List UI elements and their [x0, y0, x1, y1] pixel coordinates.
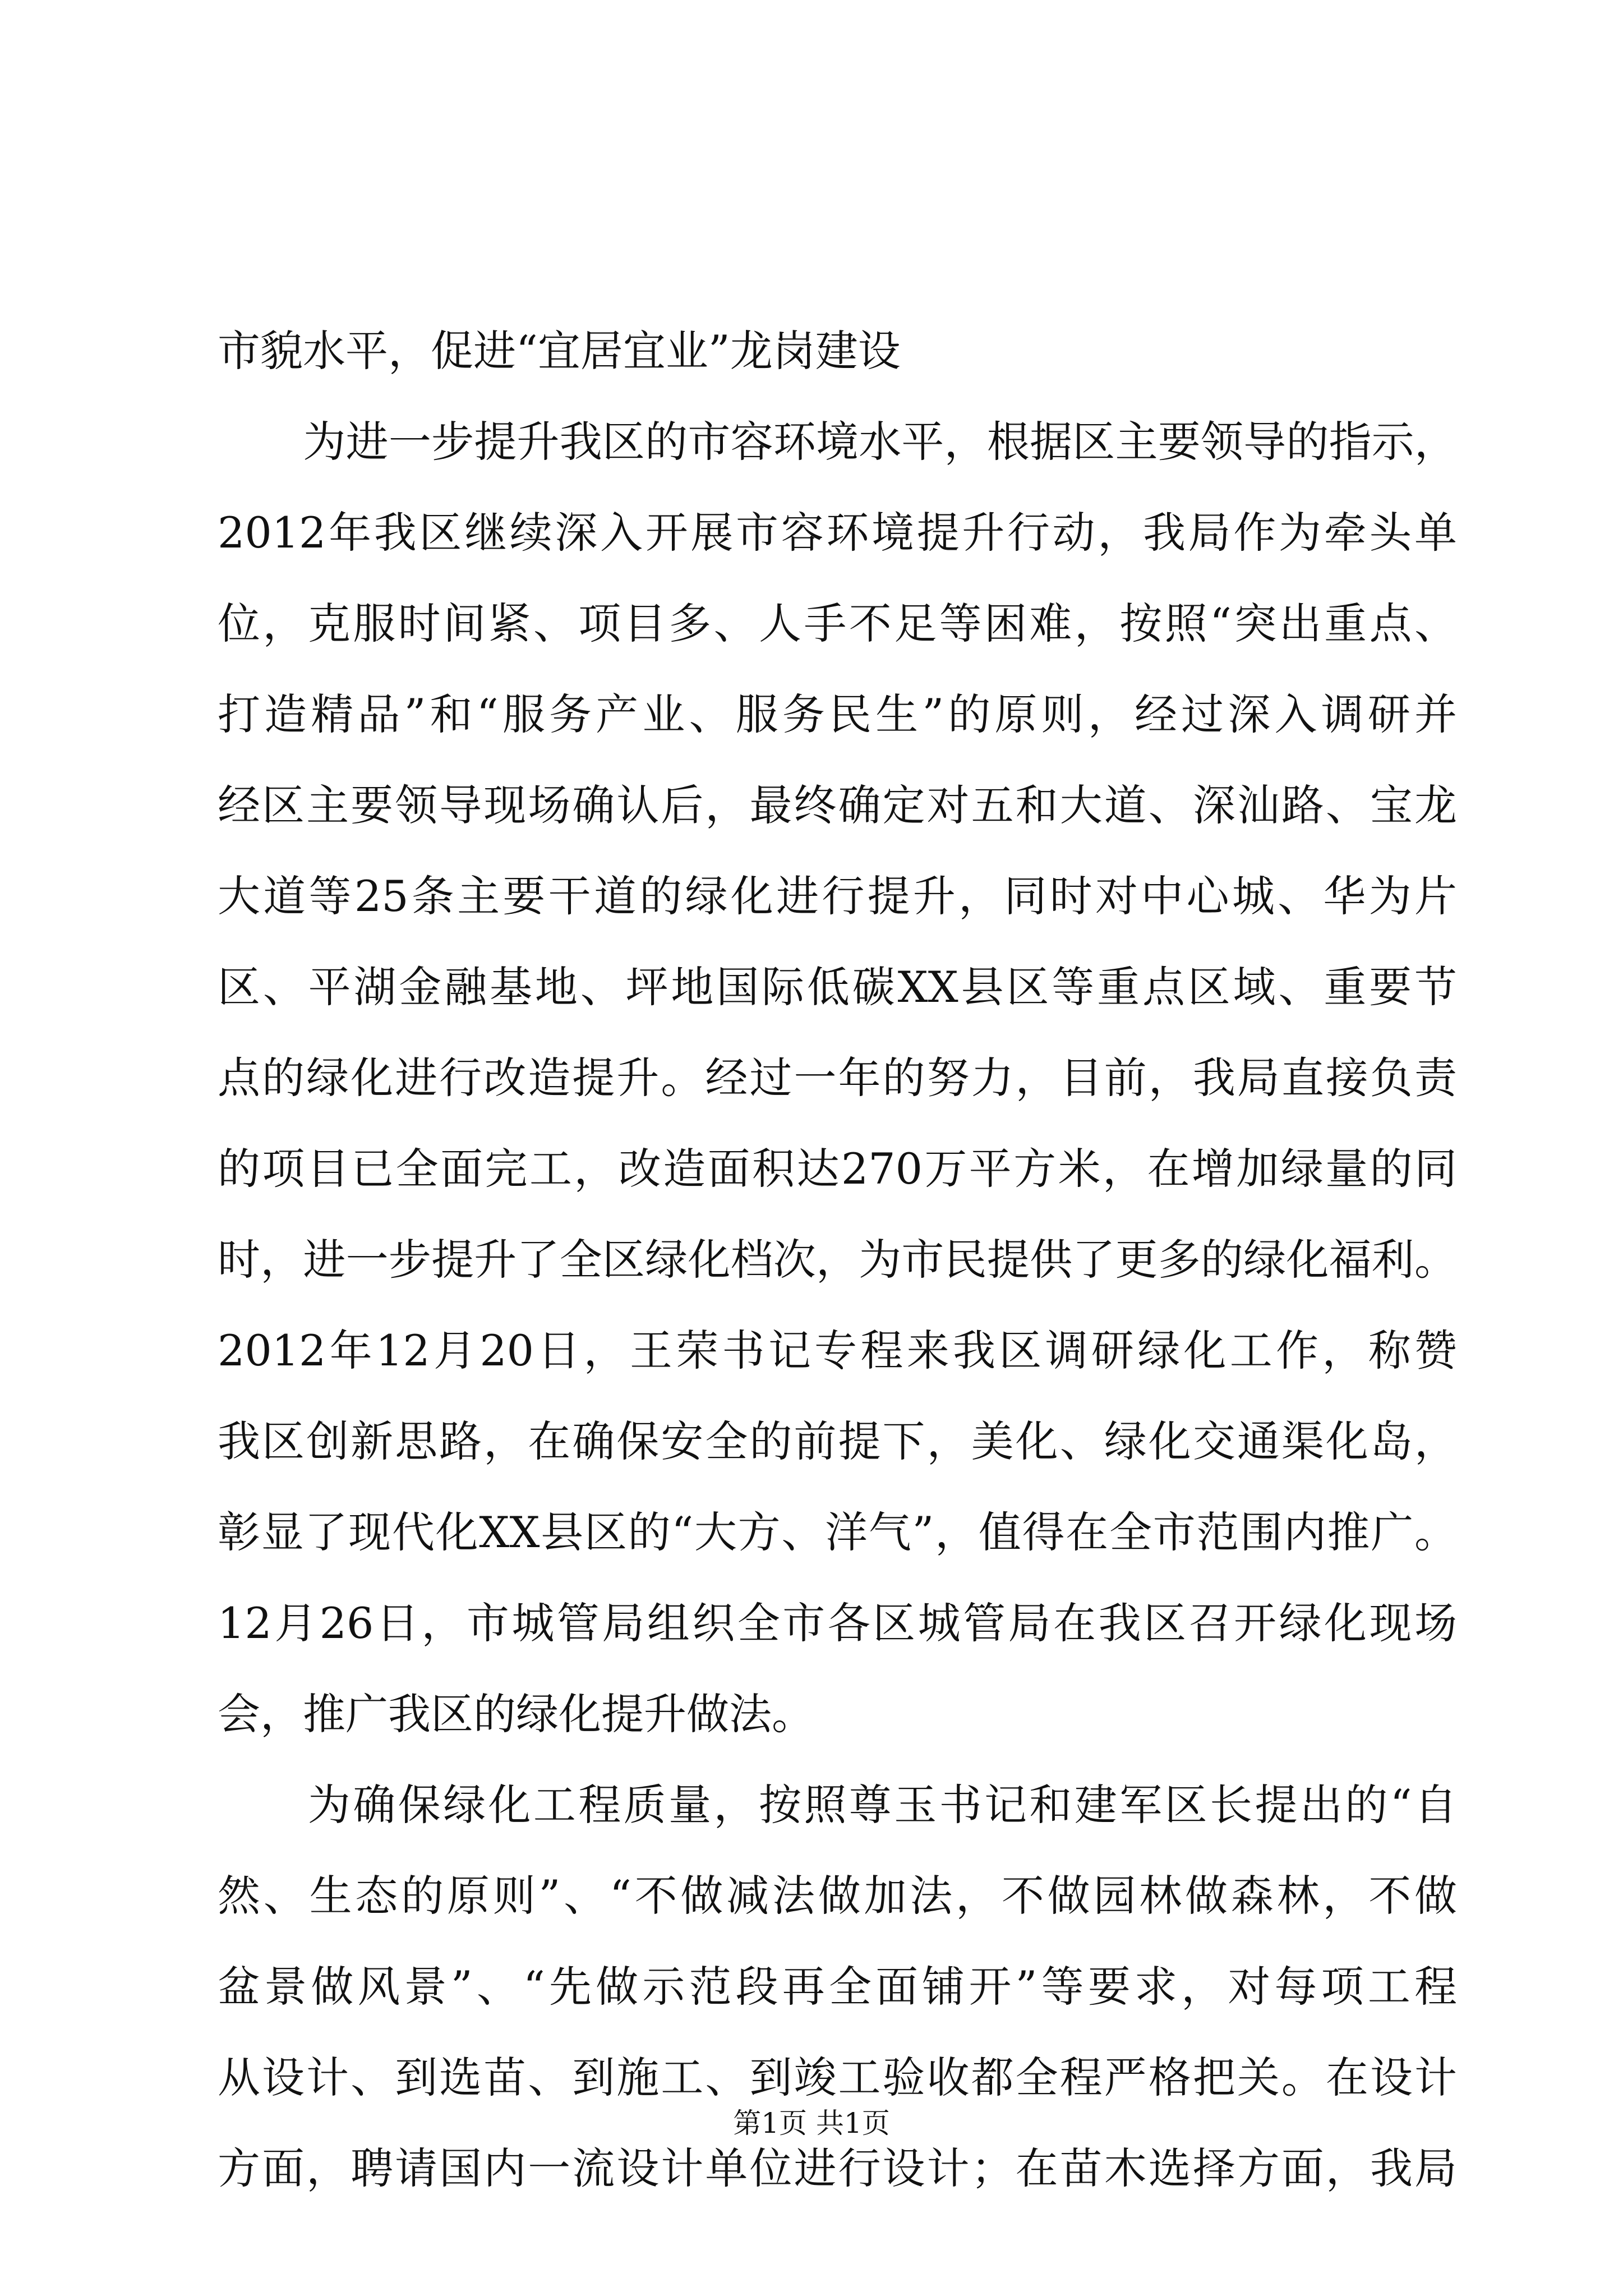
text-line: 时，进一步提升了全区绿化档次，为市民提供了更多的绿化福利。	[218, 1235, 1457, 1285]
text-line: 方面，聘请国内一流设计单位进行设计；在苗木选择方面，我局	[218, 2143, 1457, 2193]
text-line: 区、平湖金融基地、坪地国际低碳XX县区等重点区域、重要节	[218, 962, 1457, 1012]
text-line: 从设计、到选苗、到施工、到竣工验收都全程严格把关。在设计	[218, 2053, 1457, 2102]
text-line: 会，推广我区的绿化提升做法。	[218, 1689, 814, 1739]
text-line: 为进一步提升我区的市容环境水平，根据区主要领导的指示，	[218, 417, 1457, 467]
text-line: 为确保绿化工程质量，按照尊玉书记和建军区长提出的“自	[218, 1780, 1457, 1830]
page-number: 第1页 共1页	[733, 2107, 890, 2139]
document-body	[218, 306, 1457, 2214]
text-line: 12月26日，市城管局组织全市各区城管局在我区召开绿化现场	[218, 1598, 1457, 1648]
text-line: 经区主要领导现场确认后，最终确定对五和大道、深汕路、宝龙	[218, 780, 1457, 830]
text-line: 彰显了现代化XX县区的“大方、洋气”，值得在全市范围内推广。	[218, 1507, 1457, 1557]
page-footer	[0, 2106, 1623, 2140]
text-line: 大道等25条主要干道的绿化进行提升，同时对中心城、华为片	[218, 871, 1457, 921]
text-line: 位，克服时间紧、项目多、人手不足等困难，按照“突出重点、	[218, 599, 1457, 648]
text-line: 我区创新思路，在确保安全的前提下，美化、绿化交通渠化岛，	[218, 1416, 1457, 1466]
text-line: 点的绿化进行改造提升。经过一年的努力，目前，我局直接负责	[218, 1053, 1457, 1103]
text-line: 然、生态的原则”、“不做减法做加法，不做园林做森林，不做	[218, 1871, 1457, 1921]
text-line: 盆景做风景”、“先做示范段再全面铺开”等要求，对每项工程	[218, 1962, 1457, 2012]
text-line: 市貌水平，促进“宜居宜业”龙岗建设	[218, 326, 901, 376]
text-line: 2012年12月20日，王荣书记专程来我区调研绿化工作，称赞	[218, 1326, 1457, 1375]
text-line: 打造精品”和“服务产业、服务民生”的原则，经过深入调研并	[218, 689, 1457, 739]
text-line: 的项目已全面完工，改造面积达270万平方米，在增加绿量的同	[218, 1144, 1457, 1194]
text-line: 2012年我区继续深入开展市容环境提升行动，我局作为牵头单	[218, 508, 1457, 558]
